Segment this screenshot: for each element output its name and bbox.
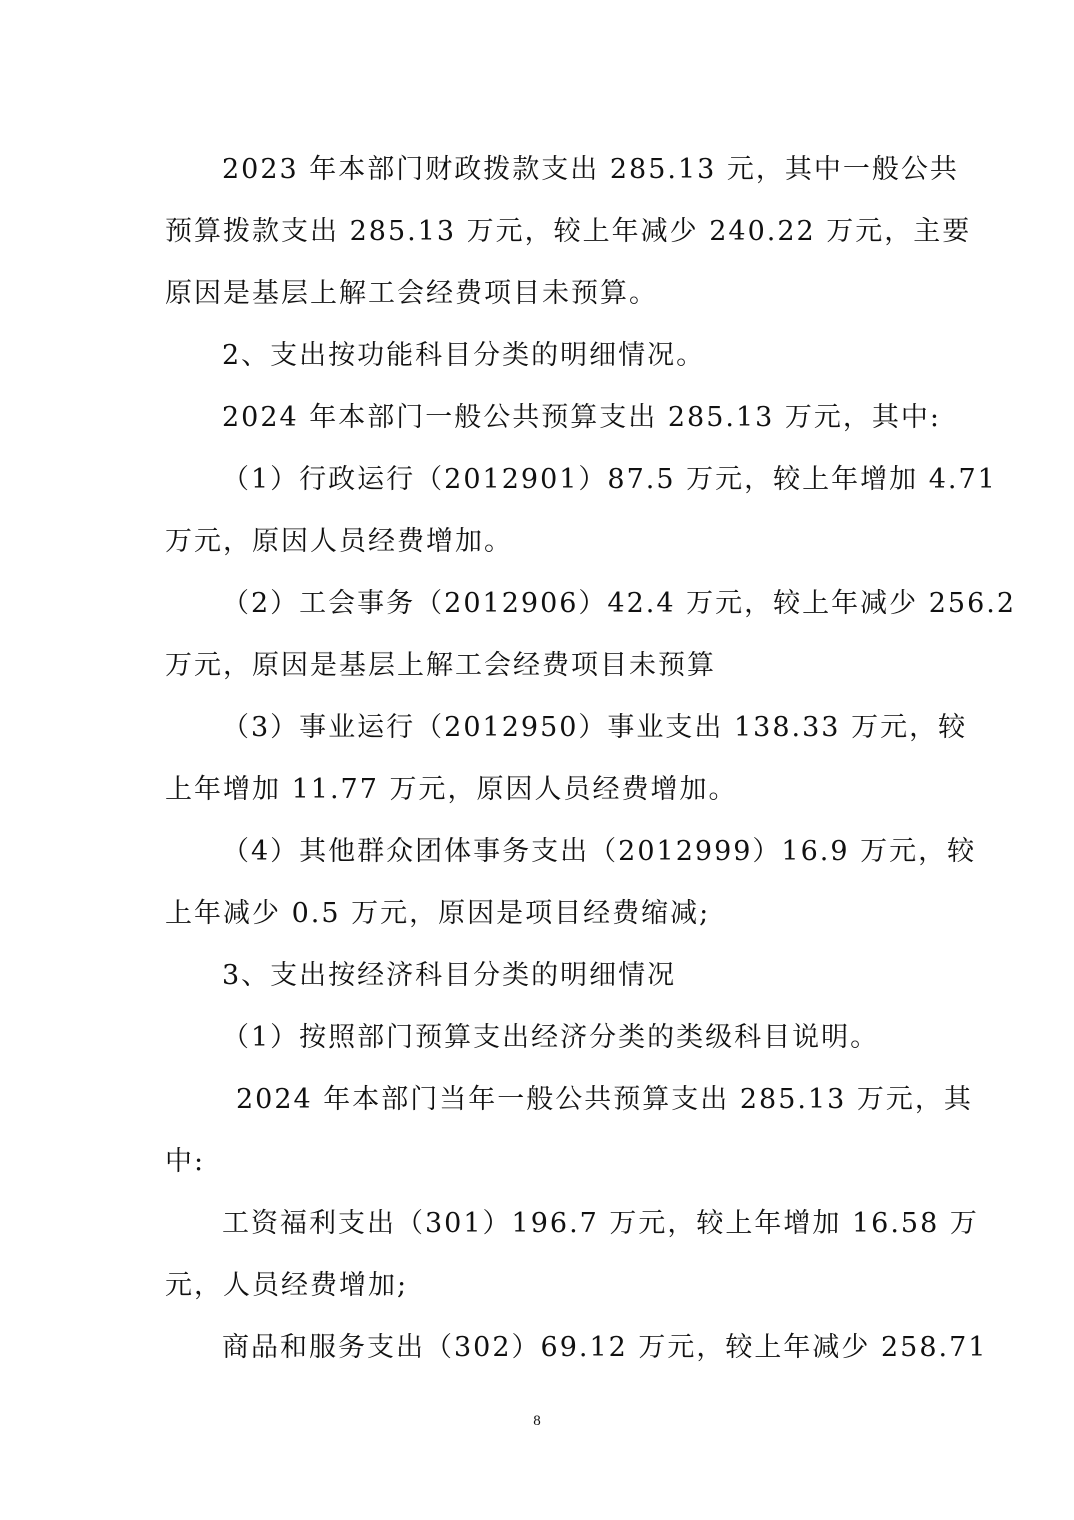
paragraph-line: 预算拨款支出 285.13 万元，较上年减少 240.22 万元，主要 xyxy=(165,216,972,247)
list-item-line: （4）其他群众团体事务支出（2012999）16.9 万元，较 xyxy=(222,836,977,867)
paragraph-line: 2024 年本部门当年一般公共预算支出 285.13 万元，其 xyxy=(236,1084,973,1115)
section-heading: 3、支出按经济科目分类的明细情况 xyxy=(222,960,677,991)
list-item-line: 上年减少 0.5 万元，原因是项目经费缩减; xyxy=(165,898,711,929)
paragraph-line: 中: xyxy=(165,1146,206,1177)
paragraph-line: 商品和服务支出（302）69.12 万元，较上年减少 258.71 xyxy=(222,1332,988,1363)
section-heading: 2、支出按功能科目分类的明细情况。 xyxy=(222,340,706,371)
page-number: 8 xyxy=(533,1413,541,1429)
subsection-heading: （1）按照部门预算支出经济分类的类级科目说明。 xyxy=(222,1022,880,1053)
list-item-line: （2）工会事务（2012906）42.4 万元，较上年减少 256.2 xyxy=(222,588,1017,619)
list-item-line: （3）事业运行（2012950）事业支出 138.33 万元，较 xyxy=(222,712,968,743)
paragraph-line: 工资福利支出（301）196.7 万元，较上年增加 16.58 万 xyxy=(222,1208,979,1239)
list-item-line: 万元，原因人员经费增加。 xyxy=(165,526,513,557)
paragraph-line: 2024 年本部门一般公共预算支出 285.13 万元，其中: xyxy=(222,402,942,433)
paragraph-line: 2023 年本部门财政拨款支出 285.13 元，其中一般公共 xyxy=(222,154,959,185)
list-item-line: 万元，原因是基层上解工会经费项目未预算 xyxy=(165,650,716,681)
list-item-line: （1）行政运行（2012901）87.5 万元，较上年增加 4.71 xyxy=(222,464,997,495)
paragraph-line: 原因是基层上解工会经费项目未预算。 xyxy=(165,278,658,309)
list-item-line: 上年增加 11.77 万元，原因人员经费增加。 xyxy=(165,774,738,805)
paragraph-line: 元，人员经费增加; xyxy=(165,1270,409,1301)
